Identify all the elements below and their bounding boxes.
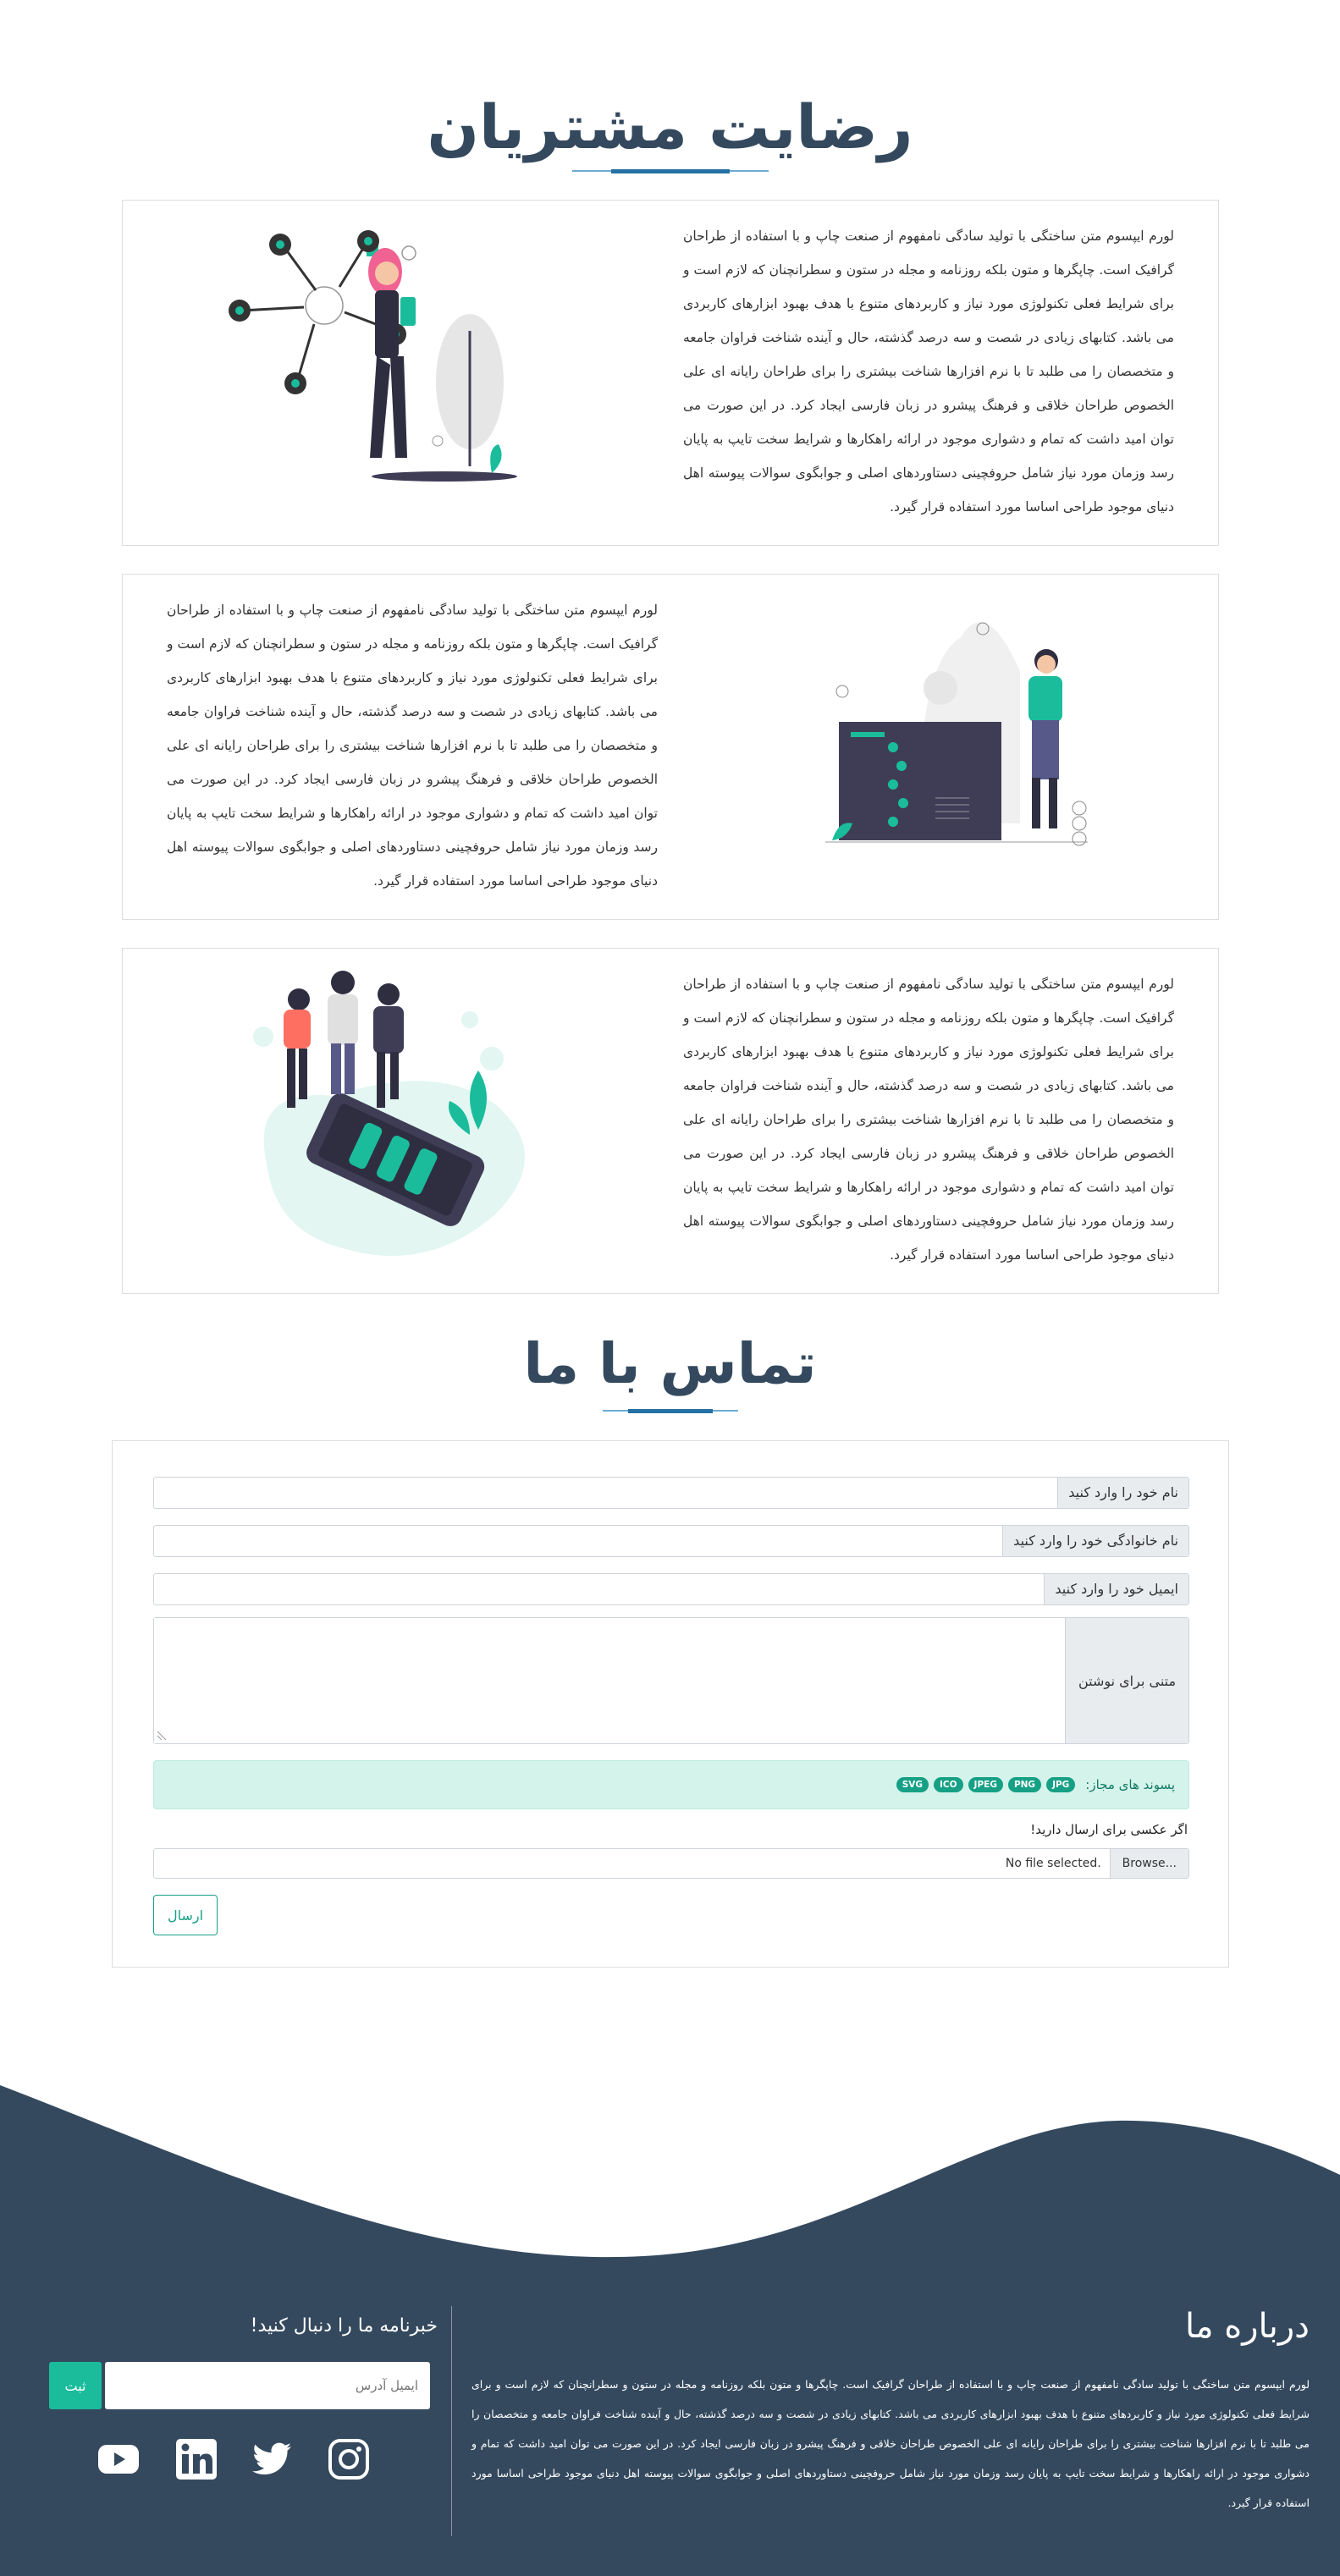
testimonial-card-3 — [122, 948, 1219, 1294]
email-group — [153, 1573, 1189, 1605]
message-label: متنی برای نوشتن — [1065, 1618, 1188, 1743]
first-name-label: نام خود را وارد کنید — [1057, 1478, 1188, 1508]
last-name-group — [153, 1525, 1189, 1557]
newsletter-submit-button[interactable]: ثبت — [49, 2362, 102, 2409]
browse-button[interactable]: Browse... — [1110, 1849, 1188, 1878]
testimonial-card-2 — [122, 574, 1219, 920]
extension-badge: SVG — [896, 1777, 929, 1792]
about-text: لورم ایپسوم متن ساختگی با تولید سادگی نامفهوم از صنعت چاپ و با استفاده از طراحان گرافیک است. چاپگرها و متون بلکه روزنامه و مجله در ستون و سطرانچنان که لازم است و برای شرایط فعلی تکنولوژی مورد نیاز و کاربردهای متنوع با هدف بهبود ابزارهای کاربردی می باشد. کتابهای زیادی در شصت و سه درصد گذشته، حال و آینده شناخت فراوان جامعه و متخصصان را می طلبد تا با نرم افزارها شناخت بیشتری را برای طراحان رایانه ای علی الخصوص طراحان خلاقی و فرهنگ پیشرو در زبان فارسی ایجاد کرد. در این صورت می توان امید داشت که تمام و دشواری موجود در ارائه راهکارها و شرایط سخت تایپ به پایان رسد وزمان مورد نیاز شامل حروفچینی دستاوردهای اصلی و جوابگوی سوالات پیوسته اهل دنیای موجود طراحی اساسا مورد استفاده قرار گیرد. — [471, 2378, 1310, 2509]
twitter-icon[interactable] — [251, 2437, 295, 2481]
submit-button[interactable]: ارسال — [153, 1895, 218, 1935]
message-group — [153, 1617, 1189, 1744]
linkedin-icon[interactable] — [174, 2437, 218, 2481]
last-name-label: نام خانوادگی خود را وارد کنید — [1002, 1526, 1188, 1556]
illustration-network-woman — [216, 212, 571, 509]
testimonial-text-2: لورم ایپسوم متن ساختگی با تولید سادگی نامفهوم از صنعت چاپ و با استفاده از طراحان گرافیک است. چاپگرها و متون بلکه روزنامه و مجله در ستون و سطرانچنان که لازم است و برای شرایط فعلی تکنولوژی مورد نیاز و کاربردهای متنوع با هدف بهبود ابزارهای کاربردی می باشد. کتابهای زیادی در شصت و سه درصد گذشته، حال و آینده شناخت فراوان جامعه و متخصصان را می طلبد تا با نرم افزارها شناخت بیشتری را برای طراحان رایانه ای علی الخصوص طراحان خلاقی و فرهنگ پیشرو در زبان فارسی ایجاد کرد. در این صورت می توان امید داشت که تمام و دشواری موجود در ارائه راهکارها و شرایط سخت تایپ به پایان رسد وزمان مورد نیاز شامل حروفچینی دستاوردهای اصلی و جوابگوی سوالات پیوسته اهل دنیای موجود طراحی اساسا مورد استفاده قرار گیرد. — [167, 603, 658, 889]
testimonial-text-3: لورم ایپسوم متن ساختگی با تولید سادگی نامفهوم از صنعت چاپ و با استفاده از طراحان گرافیک است. چاپگرها و متون بلکه روزنامه و مجله در ستون و سطرانچنان که لازم است و برای شرایط فعلی تکنولوژی مورد نیاز و کاربردهای متنوع با هدف بهبود ابزارهای کاربردی می باشد. کتابهای زیادی در شصت و سه درصد گذشته، حال و آینده شناخت فراوان جامعه و متخصصان را می طلبد تا با نرم افزارها شناخت بیشتری را برای طراحان رایانه ای علی الخصوص طراحان خلاقی و فرهنگ پیشرو در زبان فارسی ایجاد کرد. در این صورت می توان امید داشت که تمام و دشواری موجود در ارائه راهکارها و شرایط سخت تایپ به پایان رسد وزمان مورد نیاز شامل حروفچینی دستاوردهای اصلی و جوابگوی سوالات پیوسته اهل دنیای موجود طراحی اساسا مورد استفاده قرار گیرد. — [683, 977, 1174, 1263]
contact-form — [112, 1440, 1229, 1968]
contact-title: تماس با ما — [523, 1331, 817, 1396]
contact-title-underline — [603, 1409, 738, 1412]
extension-badge: JPG — [1046, 1777, 1075, 1792]
allowed-extensions-alert — [153, 1760, 1189, 1809]
email-label: ایمیل خود را وارد کنید — [1044, 1574, 1188, 1604]
email-input[interactable] — [154, 1574, 1044, 1604]
testimonials-title-underline — [572, 169, 769, 173]
footer-divider — [451, 2306, 452, 2536]
youtube-icon[interactable] — [97, 2437, 141, 2481]
extension-badge: PNG — [1008, 1777, 1041, 1792]
illustration-board-woman — [766, 586, 1122, 883]
testimonial-card-1 — [122, 200, 1219, 546]
about-title: درباره ما — [1184, 2307, 1310, 2346]
extension-badge: JPEG — [968, 1777, 1003, 1792]
testimonial-text-1: لورم ایپسوم متن ساختگی با تولید سادگی نامفهوم از صنعت چاپ و با استفاده از طراحان گرافیک است. چاپگرها و متون بلکه روزنامه و مجله در ستون و سطرانچنان که لازم است و برای شرایط فعلی تکنولوژی مورد نیاز و کاربردهای متنوع با هدف بهبود ابزارهای کاربردی می باشد. کتابهای زیادی در شصت و سه درصد گذشته، حال و آینده شناخت فراوان جامعه و متخصصان را می طلبد تا با نرم افزارها شناخت بیشتری را برای طراحان رایانه ای علی الخصوص طراحان خلاقی و فرهنگ پیشرو در زبان فارسی ایجاد کرد. در این صورت می توان امید داشت که تمام و دشواری موجود در ارائه راهکارها و شرایط سخت تایپ به پایان رسد وزمان مورد نیاز شامل حروفچینی دستاوردهای اصلی و جوابگوی سوالات پیوسته اهل دنیای موجود طراحی اساسا مورد استفاده قرار گیرد. — [683, 228, 1174, 515]
illustration-team-phone — [216, 960, 571, 1265]
last-name-input[interactable] — [154, 1526, 1002, 1556]
message-textarea[interactable] — [154, 1618, 1065, 1743]
testimonials-title: رضایت مشتریان — [427, 91, 913, 162]
newsletter-email-input[interactable] — [105, 2362, 430, 2409]
newsletter-title: خبرنامه ما را دنبال کنید! — [250, 2315, 438, 2337]
first-name-input[interactable] — [154, 1478, 1057, 1508]
file-status: No file selected. — [1005, 1857, 1101, 1870]
resize-handle-icon[interactable] — [156, 1730, 168, 1742]
first-name-group — [153, 1477, 1189, 1509]
upload-label: اگر عکسی برای ارسال دارید! — [1030, 1822, 1188, 1837]
allowed-extensions-label: پسوند های مجاز: — [1085, 1777, 1175, 1792]
file-input[interactable] — [153, 1848, 1189, 1879]
instagram-icon[interactable] — [327, 2437, 371, 2481]
extension-badge: ICO — [934, 1777, 963, 1792]
